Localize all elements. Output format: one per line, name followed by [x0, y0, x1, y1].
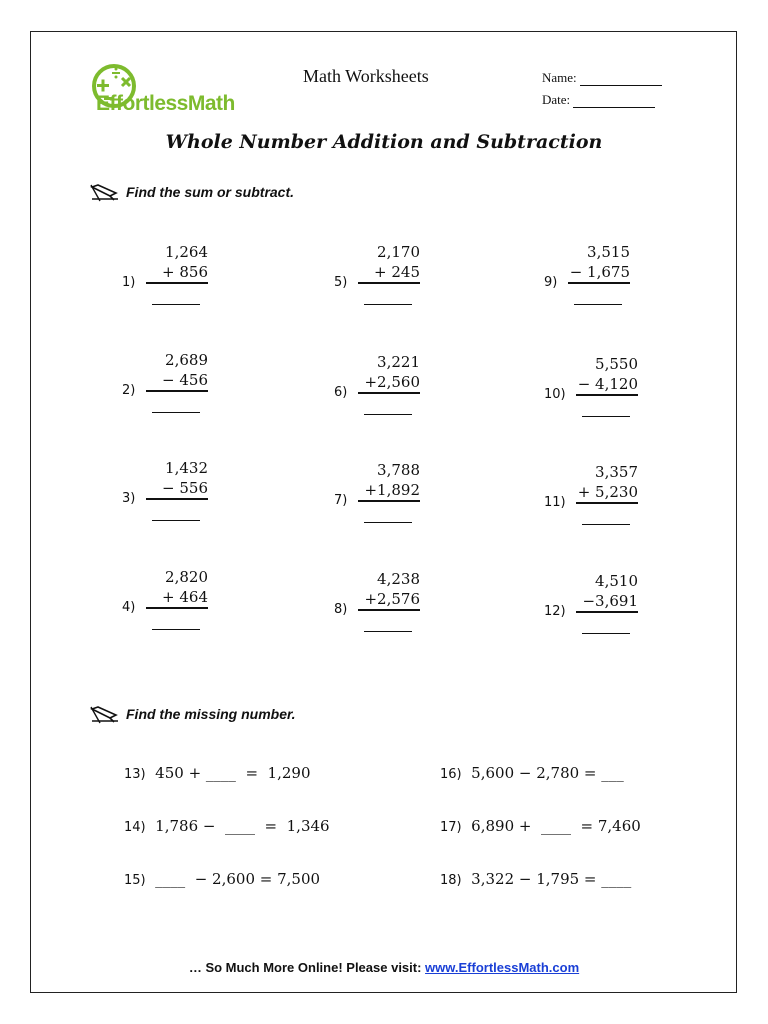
missing-number-problem: [440, 870, 631, 888]
name-field[interactable]: [542, 70, 662, 86]
section-sum-subtract-label: Find the sum or subtract.: [126, 184, 295, 200]
missing-number-equation[interactable]: 1,786 − ____ = 1,346: [155, 817, 330, 835]
missing-number-equation[interactable]: ____ − 2,600 = 7,500: [155, 870, 321, 888]
problem-number: 7): [334, 493, 348, 508]
answer-blank[interactable]: [152, 303, 200, 305]
vertical-problem: [544, 463, 654, 533]
missing-number-problem: [440, 817, 641, 835]
name-blank[interactable]: [580, 73, 662, 86]
problem-number: 14): [124, 820, 146, 835]
problem-bottom-operand: +2,560: [358, 373, 420, 394]
answer-blank[interactable]: [364, 630, 412, 632]
problem-bottom-operand: + 5,230: [576, 483, 638, 504]
problem-number: 9): [544, 275, 558, 290]
answer-blank[interactable]: [364, 303, 412, 305]
problem-number: 13): [124, 767, 146, 782]
date-blank[interactable]: [573, 95, 655, 108]
problem-number: 16): [440, 767, 462, 782]
problem-top-operand: 4,510: [595, 572, 638, 590]
problem-top-operand: 2,689: [165, 351, 208, 369]
problem-number: 10): [544, 387, 566, 402]
problem-number: 12): [544, 604, 566, 619]
vertical-problem: [122, 243, 232, 313]
problem-bottom-operand: − 556: [146, 479, 208, 500]
answer-blank[interactable]: [364, 521, 412, 523]
problem-bottom-operand: −3,691: [576, 592, 638, 613]
problem-number: 17): [440, 820, 462, 835]
answer-blank[interactable]: [582, 632, 630, 634]
problem-top-operand: 2,170: [377, 243, 420, 261]
missing-number-problem: [124, 817, 330, 835]
page-title: Whole Number Addition and Subtraction: [165, 131, 603, 153]
problem-bottom-operand: + 856: [146, 263, 208, 284]
answer-blank[interactable]: [364, 413, 412, 415]
vertical-problem: [544, 572, 654, 642]
answer-blank[interactable]: [582, 415, 630, 417]
date-field[interactable]: [542, 92, 655, 108]
missing-number-problem: [124, 764, 311, 782]
missing-number-equation[interactable]: 5,600 − 2,780 = ___: [471, 764, 624, 782]
problem-bottom-operand: + 464: [146, 588, 208, 609]
vertical-problem: [334, 461, 444, 531]
problem-number: 6): [334, 385, 348, 400]
problem-top-operand: 3,221: [377, 353, 420, 371]
answer-blank[interactable]: [574, 303, 622, 305]
vertical-problem: [122, 459, 232, 529]
name-label: Name:: [542, 70, 577, 85]
footer: [0, 960, 768, 975]
footer-link[interactable]: www.EffortlessMath.com: [425, 960, 580, 975]
problem-number: 11): [544, 495, 566, 510]
problem-number: 5): [334, 275, 348, 290]
missing-number-equation[interactable]: 450 + ____ = 1,290: [155, 764, 311, 782]
problem-bottom-operand: + 245: [358, 263, 420, 284]
date-label: Date:: [542, 92, 571, 107]
problem-number: 1): [122, 275, 136, 290]
vertical-problem: [334, 353, 444, 423]
vertical-problem: [122, 351, 232, 421]
answer-blank[interactable]: [152, 628, 200, 630]
answer-blank[interactable]: [152, 519, 200, 521]
vertical-problem: [334, 243, 444, 313]
pencil-icon: [90, 184, 120, 202]
missing-number-equation[interactable]: 3,322 − 1,795 = ____: [471, 870, 632, 888]
problem-number: 15): [124, 873, 146, 888]
footer-text: … So Much More Online! Please visit:: [188, 960, 426, 975]
answer-blank[interactable]: [152, 411, 200, 413]
problem-top-operand: 5,550: [595, 355, 638, 373]
problem-top-operand: 3,515: [587, 243, 630, 261]
problem-bottom-operand: +2,576: [358, 590, 420, 611]
problem-top-operand: 4,238: [377, 570, 420, 588]
answer-blank[interactable]: [582, 523, 630, 525]
problem-number: 4): [122, 600, 136, 615]
problem-bottom-operand: − 456: [146, 371, 208, 392]
problem-number: 8): [334, 602, 348, 617]
missing-number-problem: [440, 764, 624, 782]
missing-number-problem: [124, 870, 320, 888]
problem-top-operand: 3,788: [377, 461, 420, 479]
problem-bottom-operand: +1,892: [358, 481, 420, 502]
problem-number: 18): [440, 873, 462, 888]
problem-bottom-operand: − 1,675: [568, 263, 630, 284]
section-sum-subtract-heading: [90, 184, 294, 202]
vertical-problem: [544, 243, 654, 313]
section-missing-number-heading: [90, 706, 296, 724]
pencil-icon: [90, 706, 120, 724]
header-title: Math Worksheets: [303, 66, 429, 86]
problem-top-operand: 1,432: [165, 459, 208, 477]
problem-number: 3): [122, 491, 136, 506]
problem-bottom-operand: − 4,120: [576, 375, 638, 396]
problem-top-operand: 1,264: [165, 243, 208, 261]
vertical-problem: [544, 355, 654, 425]
logo-text: EffortlessMath: [96, 92, 235, 115]
missing-number-equation[interactable]: 6,890 + ____ = 7,460: [471, 817, 641, 835]
problem-number: 2): [122, 383, 136, 398]
section-missing-number-label: Find the missing number.: [126, 706, 296, 722]
problem-top-operand: 2,820: [165, 568, 208, 586]
problem-top-operand: 3,357: [595, 463, 638, 481]
vertical-problem: [122, 568, 232, 638]
vertical-problem: [334, 570, 444, 640]
